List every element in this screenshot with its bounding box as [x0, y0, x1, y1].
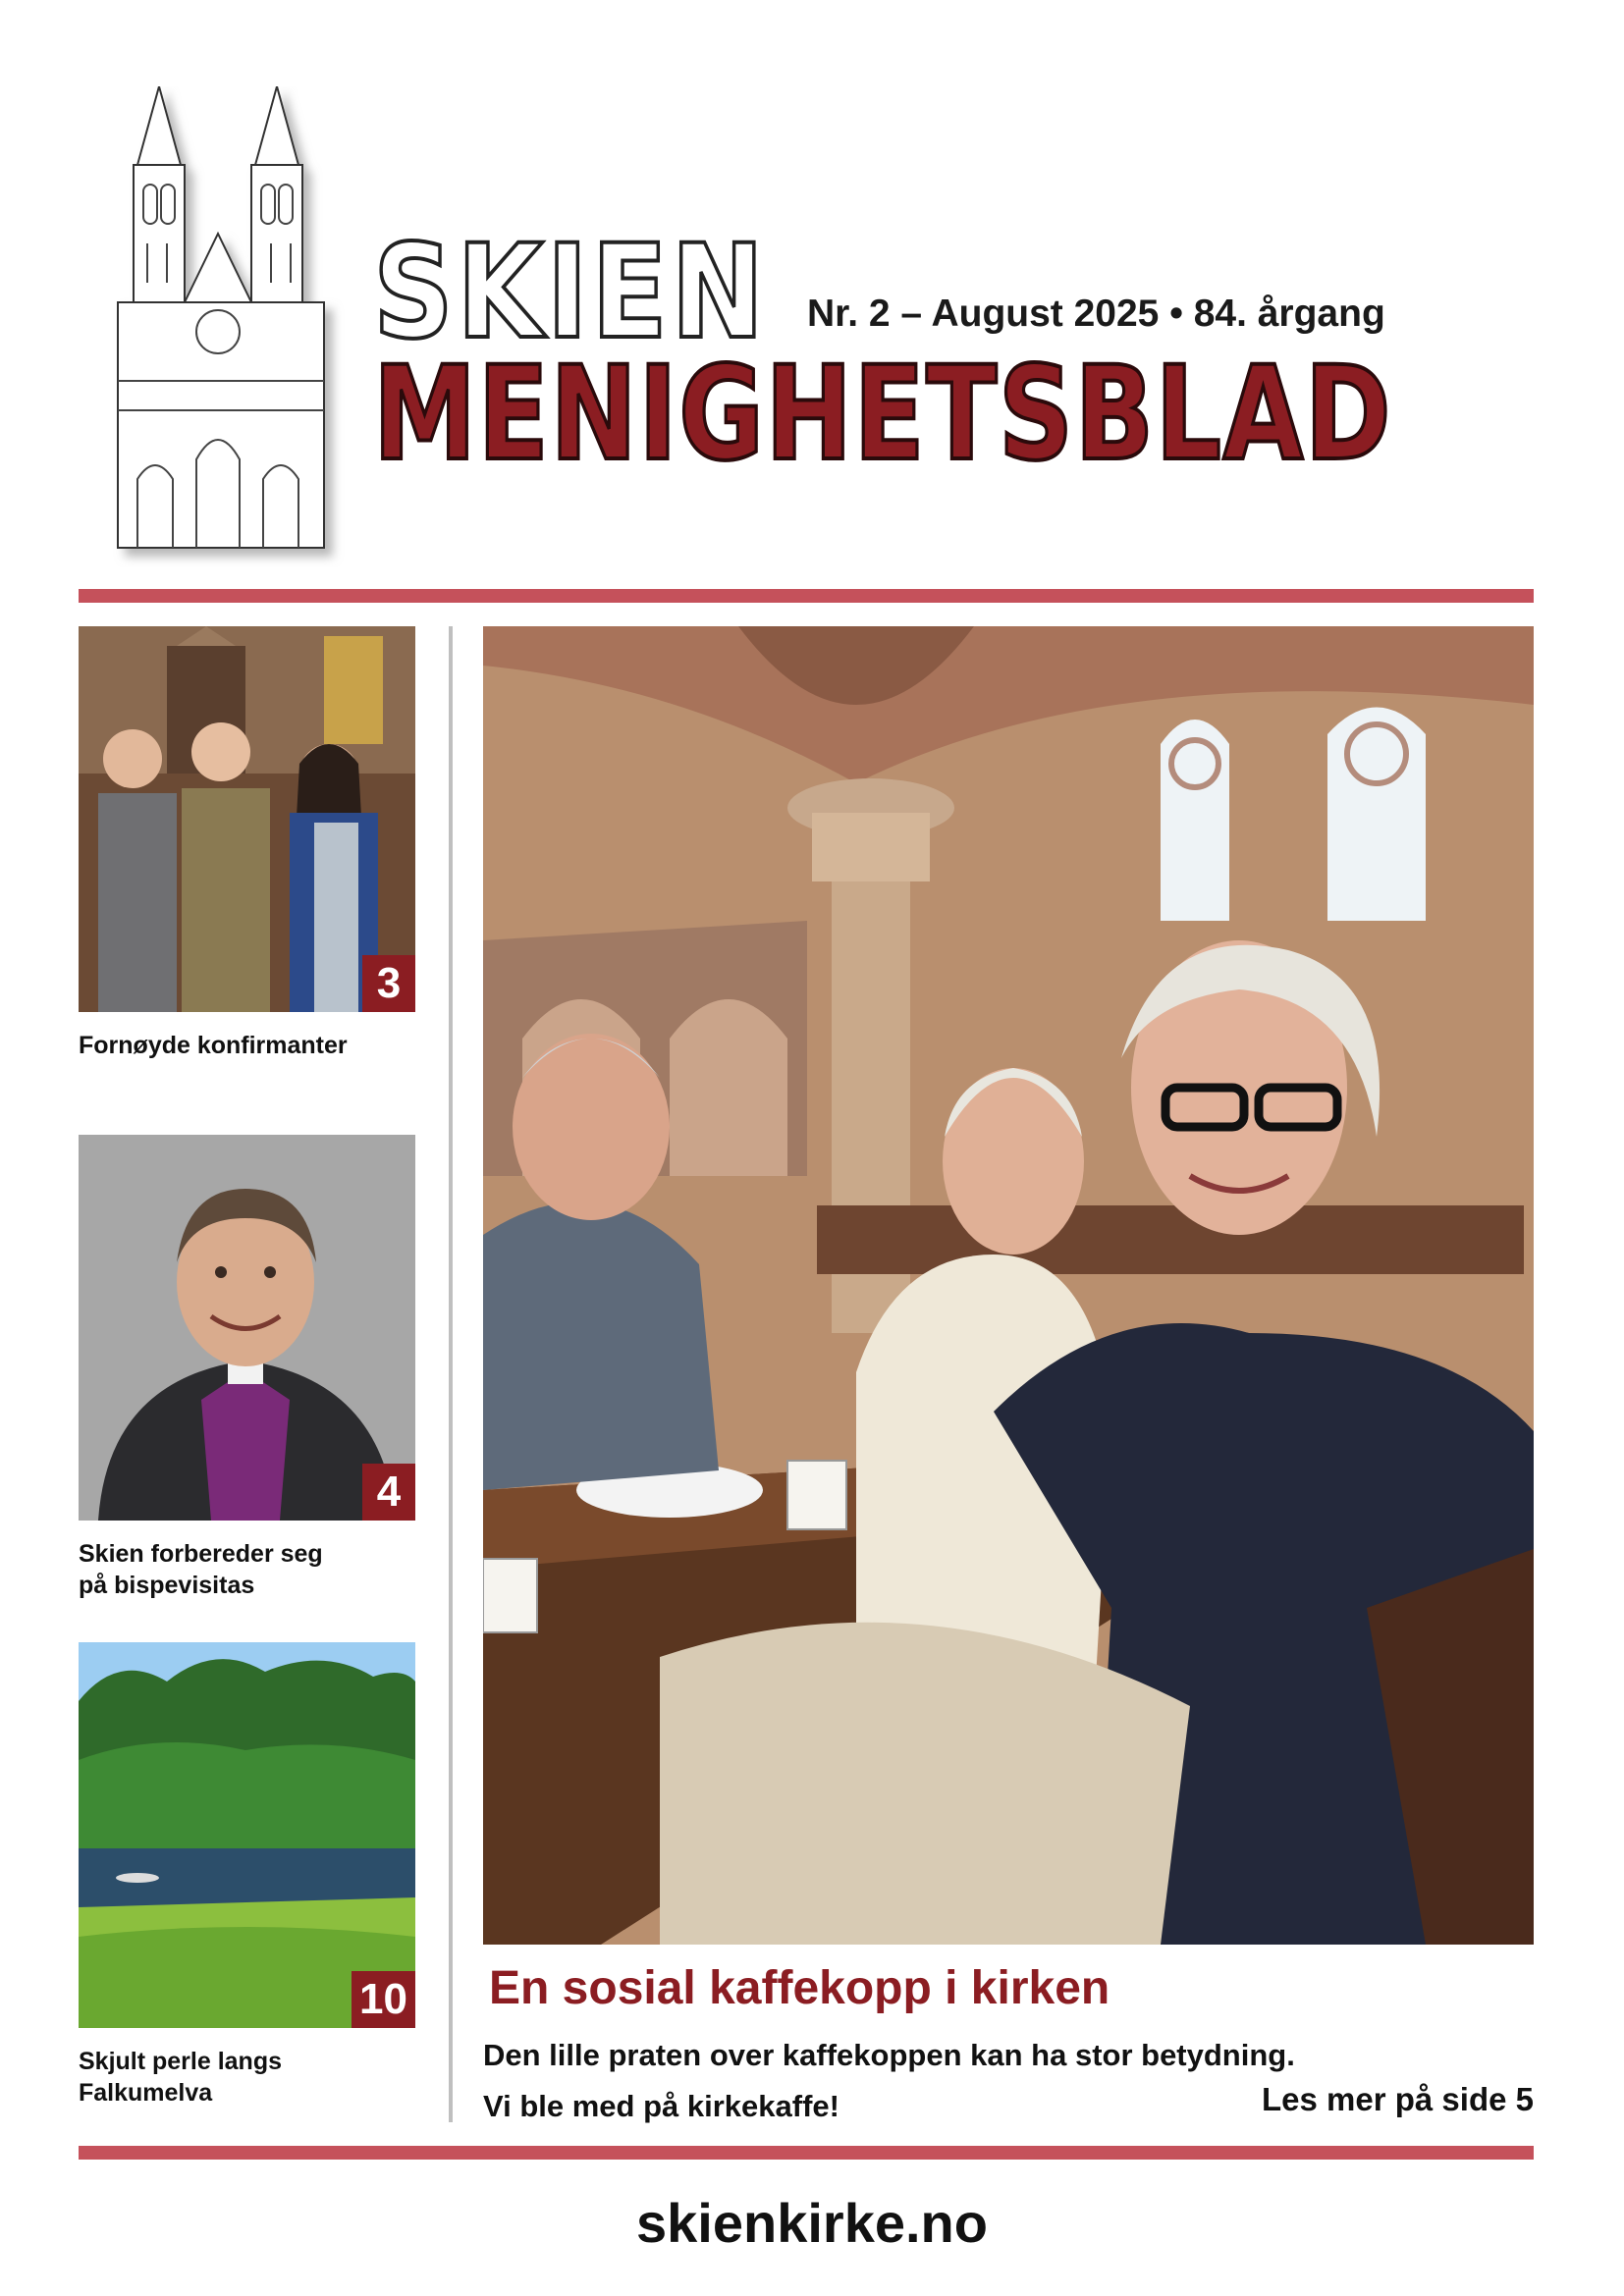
caption-line: Falkumelva [79, 2079, 213, 2107]
cathedral-icon [98, 86, 365, 567]
masthead-title-skien: SKIEN [373, 217, 768, 368]
column-divider [449, 626, 453, 2122]
read-more-link[interactable]: Les mer på side 5 [1262, 2081, 1534, 2117]
page-badge: 3 [362, 955, 415, 1012]
website-link[interactable]: skienkirke.no [636, 2192, 988, 2254]
issue-info: Nr. 2 – August 2025 • 84. årgang [807, 293, 1385, 335]
dek-line: Den lille praten over kaffekoppen kan ha stor betydning. [483, 2038, 1295, 2072]
page-badge: 4 [362, 1464, 415, 1521]
teaser-caption[interactable] [79, 2046, 432, 2109]
page-badge: 10 [352, 1971, 415, 2028]
bishop-photo[interactable] [79, 1135, 415, 1521]
main-dek [483, 2030, 1295, 2132]
confirmands-photo[interactable] [79, 626, 415, 1012]
bottom-rule [79, 2146, 1534, 2160]
main-headline[interactable]: En sosial kaffekopp i kirken [489, 1962, 1110, 2014]
teaser-caption[interactable] [79, 1030, 432, 1061]
river-photo[interactable] [79, 1642, 415, 2028]
dek-line: Vi ble med på kirkekaffe! [483, 2089, 839, 2123]
caption-line: Skjult perle langs [79, 2048, 283, 2075]
caption-line: på bispevisitas [79, 1572, 255, 1599]
caption-line: Fornøyde konfirmanter [79, 1032, 348, 1059]
church-coffee-photo[interactable] [483, 626, 1534, 1945]
masthead-title-menighetsblad: MENIGHETSBLAD [373, 339, 1393, 490]
top-rule [79, 589, 1534, 603]
caption-line: Skien forbereder seg [79, 1540, 323, 1568]
teaser-caption[interactable] [79, 1538, 432, 1601]
